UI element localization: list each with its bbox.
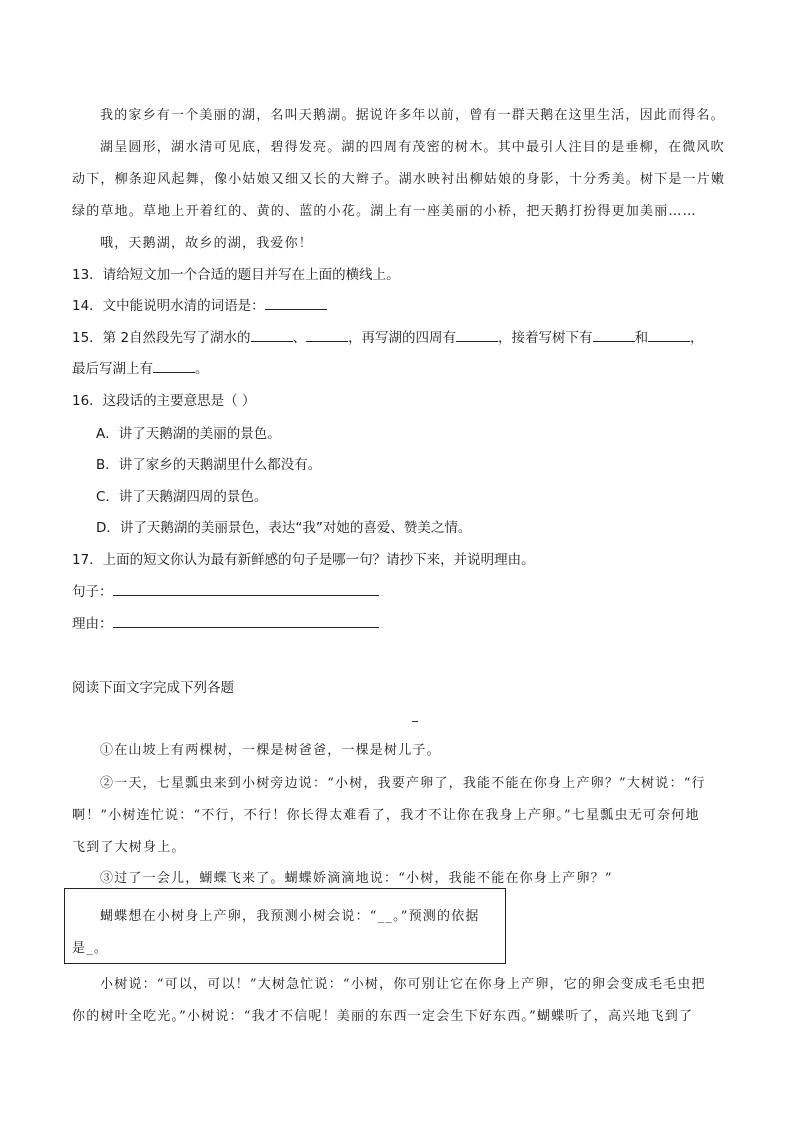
question-16: 16．这段话的主要意思是（ ） <box>72 393 256 409</box>
passage-line-3: 动下，柳条迎风起舞，像小姑娘又细又长的大辫子。湖水映衬出柳姑娘的身影，十分秀美。树下是一片嫩 <box>72 172 726 187</box>
section-instruction: 阅读下面文字完成下列各题 <box>72 680 234 696</box>
prediction-box-line-1: 蝴蝶想在小树身上产卵，我预测小树会说：“__。”预测的依据 <box>100 909 480 924</box>
passage-line-2: 湖呈圆形，湖水清可见底，碧得发亮。湖的四周有茂密的树木。其中最引人注目的是垂柳，在微风吹 <box>100 140 725 155</box>
sentence-row <box>72 580 379 600</box>
question-15-text: 和 <box>634 330 649 346</box>
story-paragraph-2-line-1: ②一天，七星瓢虫来到小树旁边说：“小树，我要产卵了，我能不能在你身上产卵？”大树说：“行 <box>100 776 706 791</box>
reason-label: 理由： <box>72 616 113 632</box>
question-13: 13．请给短文加一个合适的题目并写在上面的横线上。 <box>72 267 400 283</box>
option-c[interactable]: C．讲了天鹅湖四周的景色。 <box>96 489 268 505</box>
question-14 <box>72 294 327 314</box>
question-17: 17．上面的短文你认为最有新鲜感的句子是哪一句？请抄下来，并说明理由。 <box>72 552 535 568</box>
passage-line-4: 绿的草地。草地上开着红的、黄的、蓝的小花。湖上有一座美丽的小桥，把天鹅打扮得更加美丽…… <box>72 204 697 219</box>
question-15-line-2 <box>72 357 209 377</box>
story-paragraph-2-line-2: 啊！”小树连忙说：“不行，不行！你长得太难看了，我才不让你在我身上产卵。”七星瓢虫无可奈何地 <box>72 808 700 823</box>
reason-answer-line[interactable] <box>113 613 379 628</box>
sentence-label: 句子： <box>72 584 113 600</box>
question-15-text: ，再写湖的四周有 <box>348 330 457 346</box>
title-blank-mark <box>412 721 418 722</box>
answer-blank[interactable] <box>593 327 635 342</box>
story-paragraph-3: ③过了一会儿，蝴蝶飞来了。蝴蝶娇滴滴地说：“小树，我能不能在你身上产卵？” <box>100 871 613 886</box>
question-15-line-1 <box>72 326 704 346</box>
question-14-text: 14．文中能说明水清的词语是： <box>72 298 265 314</box>
question-15-text: ，接着写树下有 <box>498 330 593 346</box>
story-paragraph-1: ①在山坡上有两棵树，一棵是树爸爸，一棵是树儿子。 <box>100 743 441 758</box>
question-15-text: ， <box>690 330 704 346</box>
question-15-text: 最后写湖上有 <box>72 361 153 377</box>
answer-blank[interactable] <box>153 358 195 373</box>
story-paragraph-4-line-2: 你的树叶全吃光。”小树说：“我才不信呢！美丽的东西一定会生下好东西。”蝴蝶听了，高兴地飞到了 <box>72 1009 694 1024</box>
question-15-text: 。 <box>195 361 209 377</box>
option-a[interactable]: A．讲了天鹅湖的美丽的景色。 <box>96 426 281 442</box>
passage-line-5: 哦，天鹅湖，故乡的湖，我爱你！ <box>100 236 314 251</box>
story-paragraph-4-line-1: 小树说：“可以，可以！”大树急忙说：“小树，你可别让它在你身上产卵，它的卵会变成毛毛虫把 <box>100 977 706 992</box>
prediction-box <box>64 888 506 964</box>
question-15-text: 、 <box>292 330 307 346</box>
sentence-answer-line[interactable] <box>113 581 379 596</box>
passage-line-1: 我的家乡有一个美丽的湖，名叫天鹅湖。据说许多年以前，曾有一群天鹅在这里生活，因此而得名。 <box>100 108 725 123</box>
answer-blank[interactable] <box>251 327 293 342</box>
question-15-text: 15．第 2自然段先写了湖水的 <box>72 330 251 346</box>
answer-blank[interactable] <box>306 327 348 342</box>
answer-blank[interactable] <box>648 327 690 342</box>
option-d[interactable]: D．讲了天鹅湖的美丽景色，表达“我”对她的喜爱、赞美之情。 <box>96 520 472 536</box>
story-paragraph-2-line-3: 飞到了大树身上。 <box>72 840 186 855</box>
answer-blank[interactable] <box>265 295 327 310</box>
reason-row <box>72 612 379 632</box>
prediction-box-line-2: 是_。 <box>72 941 109 956</box>
answer-blank[interactable] <box>456 327 498 342</box>
option-b[interactable]: B．讲了家乡的天鹅湖里什么都没有。 <box>96 457 322 473</box>
